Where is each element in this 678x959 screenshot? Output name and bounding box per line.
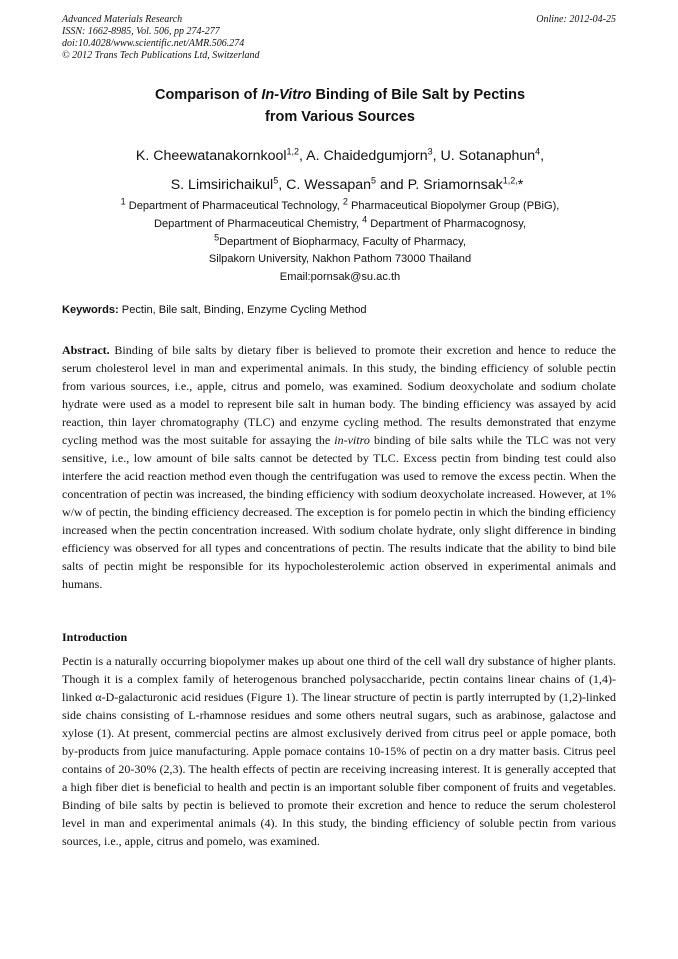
author-1: K. Cheewatanakornkool [135, 148, 287, 164]
abstract-text-1: Binding of bile salts by dietary fiber is believed to promote their excretion and hence to reduce the serum cholesterol level in man and experimental animals. In this study, the binding efficiency of soluble pectin from various sources, i.e., apple, citrus and pomelo, was examined. Sodium deoxycholate and sodium cholate hydrate were used as a model to represent bile salt in human body. The binding efficiency was assayed by acid reaction, thin layer chromatography (TLC) and enzyme cycling method. The results demonstrated that enzyme cycling method was the most suitable for assaying the [62, 343, 616, 447]
keywords-label: Keywords: [62, 304, 119, 316]
author-list [62, 142, 618, 200]
title-part1: Comparison of [154, 87, 262, 103]
affil-4-mark: 4 [362, 214, 368, 225]
author-separator: , [540, 148, 545, 164]
author-5-affil: 5 [371, 175, 377, 186]
title-part2: Binding of Bile Salt by Pectins [311, 87, 526, 103]
copyright-line: © 2012 Trans Tech Publications Ltd, Switzerland [62, 50, 260, 61]
doi-line: doi:10.4028/www.scientific.net/AMR.506.274 [62, 38, 245, 49]
affil-5-mark: 5 [214, 231, 220, 242]
email[interactable]: Email:pornsak@su.ac.th [279, 271, 401, 284]
author-6: and P. Sriamornsak [376, 177, 503, 193]
affil-1-mark: 1 [120, 196, 126, 207]
title-line2: from Various Sources [265, 109, 415, 125]
affil-2: Pharmaceutical Biopolymer Group (PBiG), [347, 200, 560, 212]
abstract-text-2: binding of bile salts while the TLC was not very sensitive, i.e., low amount of bile salts cannot be detected by TLC. Excess pectin from binding test could also interfere the acid reaction method even though the centrifugation was used to remove the excess pectin. When the concentration of pectin was increased, the binding efficiency with sodium deoxycholate increased. However, at 1% w/w of pectin, the binding efficiency decreased. The exception is for pomelo pectin in which the binding efficiency increased when the pectin concentration increased. With sodium cholate hydrate, only slight difference in binding efficiency was observed for all types and concentrations of pectin. The results indicate that the ability to bind bile salts of pectin might be responsible for its hypocholesterolemic action observed in experimental animals and humans. [62, 433, 616, 591]
affil-2-mark: 2 [342, 196, 348, 207]
corresponding-mark: * [517, 177, 524, 193]
author-2-affil: 3 [427, 146, 433, 157]
affil-3: Department of Pharmaceutical Chemistry, [153, 217, 363, 230]
journal-name: Advanced Materials Research [62, 14, 183, 25]
introduction-text: Pectin is a naturally occurring biopolymer makes up about one third of the cell wall dry substance of higher plants. Though it is a complex family of heterogenous branched polysaccharide, pectin contains linear chains of (1,4)-linked α-D-galacturonic acid residues (Figure 1). The linear structure of pectin is partly interrupted by (1,2)-linked side chains consisting of L-rhamnose residues and some others neutral sugars, such as arabinose, galactose and xylose (1). At present, commercial pectins are almost exclusively derived from citrus peel or apple pomace, both by-products from juice manufacturing. Apple pomace contains 10-15% of pectin on a dry matter basis. Citrus peel contains of 20-30% (2,3). The health effects of pectin are receiving increasing interest. It is generally accepted that a high fiber diet is beneficial to health and pectin is an important soluble fiber component of fruits and vegetables. Binding of bile salts by pectin is believed to promote their excretion and hence to reduce the serum cholesterol level in man and experimental animals (4). In this study, the binding efficiency of soluble pectin from various sources, i.e., apple, citrus and pomelo, was examined. [62, 654, 616, 848]
abstract-label: Abstract. [62, 343, 110, 357]
author-5: , C. Wessapan [278, 177, 372, 193]
author-2: , A. Chaidedgumjorn [299, 148, 428, 164]
affil-1: Department of Pharmaceutical Technology, [125, 200, 343, 212]
online-date: Online: 2012-04-25 [536, 14, 616, 25]
abstract-italic: in-vitro [334, 433, 370, 447]
author-3-affil: 4 [535, 146, 541, 157]
keywords-text: Pectin, Bile salt, Binding, Enzyme Cycling Method [118, 304, 367, 316]
author-6-affil: 1,2, [502, 175, 518, 186]
introduction-heading: Introduction [62, 630, 128, 644]
title-italic: In-Vitro [261, 87, 312, 103]
author-4-affil: 5 [273, 175, 279, 186]
affil-4: Department of Pharmacognosy, [367, 217, 527, 230]
author-1-affil: 1,2 [286, 146, 300, 157]
issn-line: ISSN: 1662-8985, Vol. 506, pp 274-277 [62, 26, 220, 37]
affil-5: Department of Biopharmacy, Faculty of Pharmacy, [219, 235, 466, 248]
paper-title [62, 84, 618, 128]
author-4: S. Limsirichaikul [170, 177, 274, 193]
abstract [62, 341, 616, 593]
author-3: , U. Sotanaphun [432, 148, 536, 164]
affiliations [62, 198, 618, 287]
journal-header [62, 14, 618, 62]
keywords [62, 302, 618, 318]
affil-address: Silpakorn University, Nakhon Pathom 73000 Thailand [208, 253, 472, 266]
